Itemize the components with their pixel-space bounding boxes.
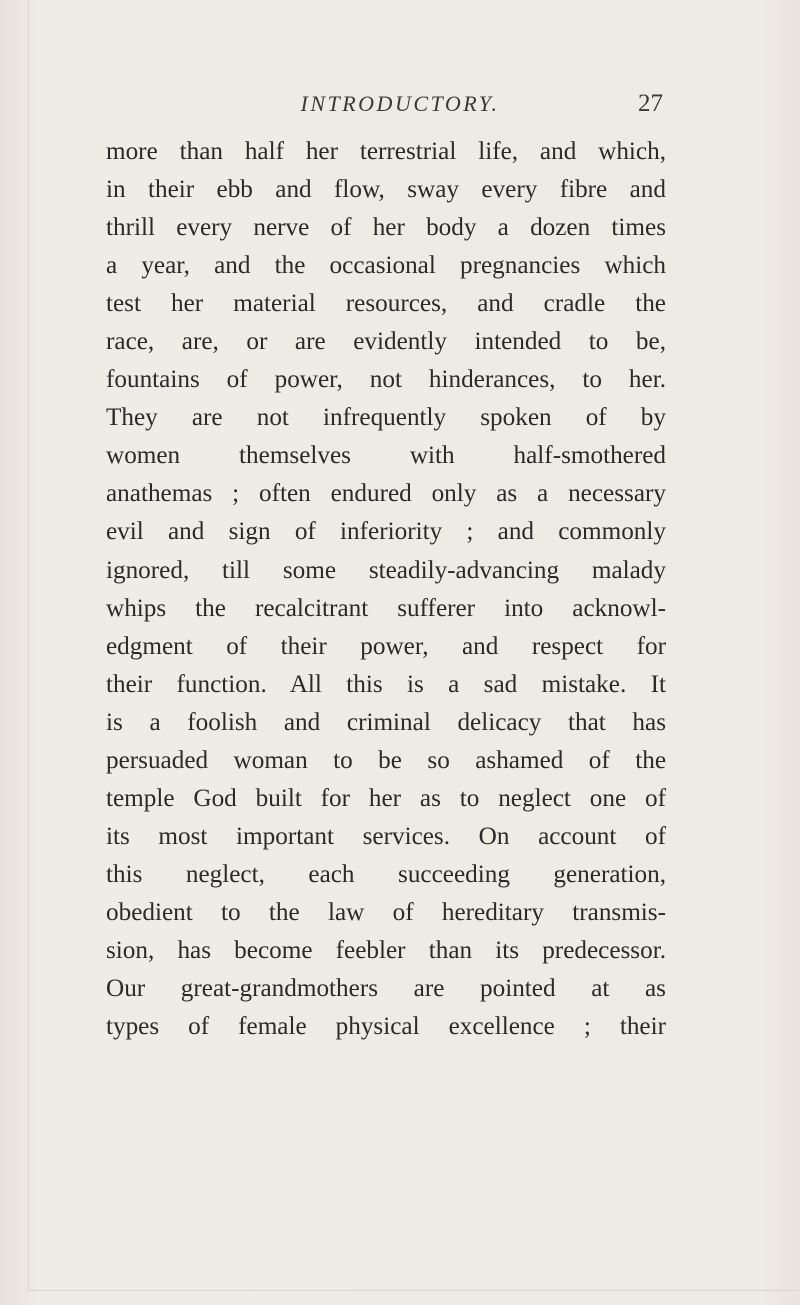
page-number: 27 (638, 90, 663, 117)
text-line: is a foolish and criminal delicacy that has (106, 708, 666, 736)
text-line: women themselves with half-smothered (106, 442, 666, 470)
text-line: race, are, or are evidently intended to be, (106, 328, 666, 356)
page-bottom-line (28, 1290, 800, 1291)
running-head (0, 84, 800, 124)
text-line: ignored, till some steadily-advancing malady (106, 556, 666, 584)
text-line: its most important services. On account of (106, 822, 666, 850)
text-line: fountains of power, not hinderances, to her. (106, 366, 666, 394)
page-edge-line (28, 0, 29, 1290)
text-line: types of female physical excellence ; their (106, 1013, 666, 1041)
text-line: They are not infrequently spoken of by (106, 404, 666, 432)
text-line: edgment of their power, and respect for (106, 632, 666, 660)
text-line: temple God built for her as to neglect one of (106, 784, 666, 812)
text-line: anathemas ; often endured only as a necessary (106, 480, 666, 508)
text-line: thrill every nerve of her body a dozen times (106, 214, 666, 242)
text-line: in their ebb and flow, sway every fibre and (106, 176, 666, 204)
text-line: this neglect, each succeeding generation, (106, 860, 666, 888)
text-line: Our great-grandmothers are pointed at as (106, 975, 666, 1003)
body-text (106, 133, 666, 1046)
text-line: sion, has become feebler than its predecessor. (106, 936, 666, 964)
text-line: obedient to the law of hereditary transmis- (106, 898, 666, 926)
text-line: test her material resources, and cradle the (106, 290, 666, 318)
text-line: more than half her terrestrial life, and which, (106, 138, 666, 165)
text-line: whips the recalcitrant sufferer into acknowl- (106, 594, 666, 622)
text-line: evil and sign of inferiority ; and commonly (106, 518, 666, 546)
text-line: a year, and the occasional pregnancies which (106, 252, 666, 280)
text-line: their function. All this is a sad mistake. It (106, 670, 666, 698)
running-title: INTRODUCTORY. (300, 91, 500, 116)
text-line: persuaded woman to be so ashamed of the (106, 746, 666, 774)
